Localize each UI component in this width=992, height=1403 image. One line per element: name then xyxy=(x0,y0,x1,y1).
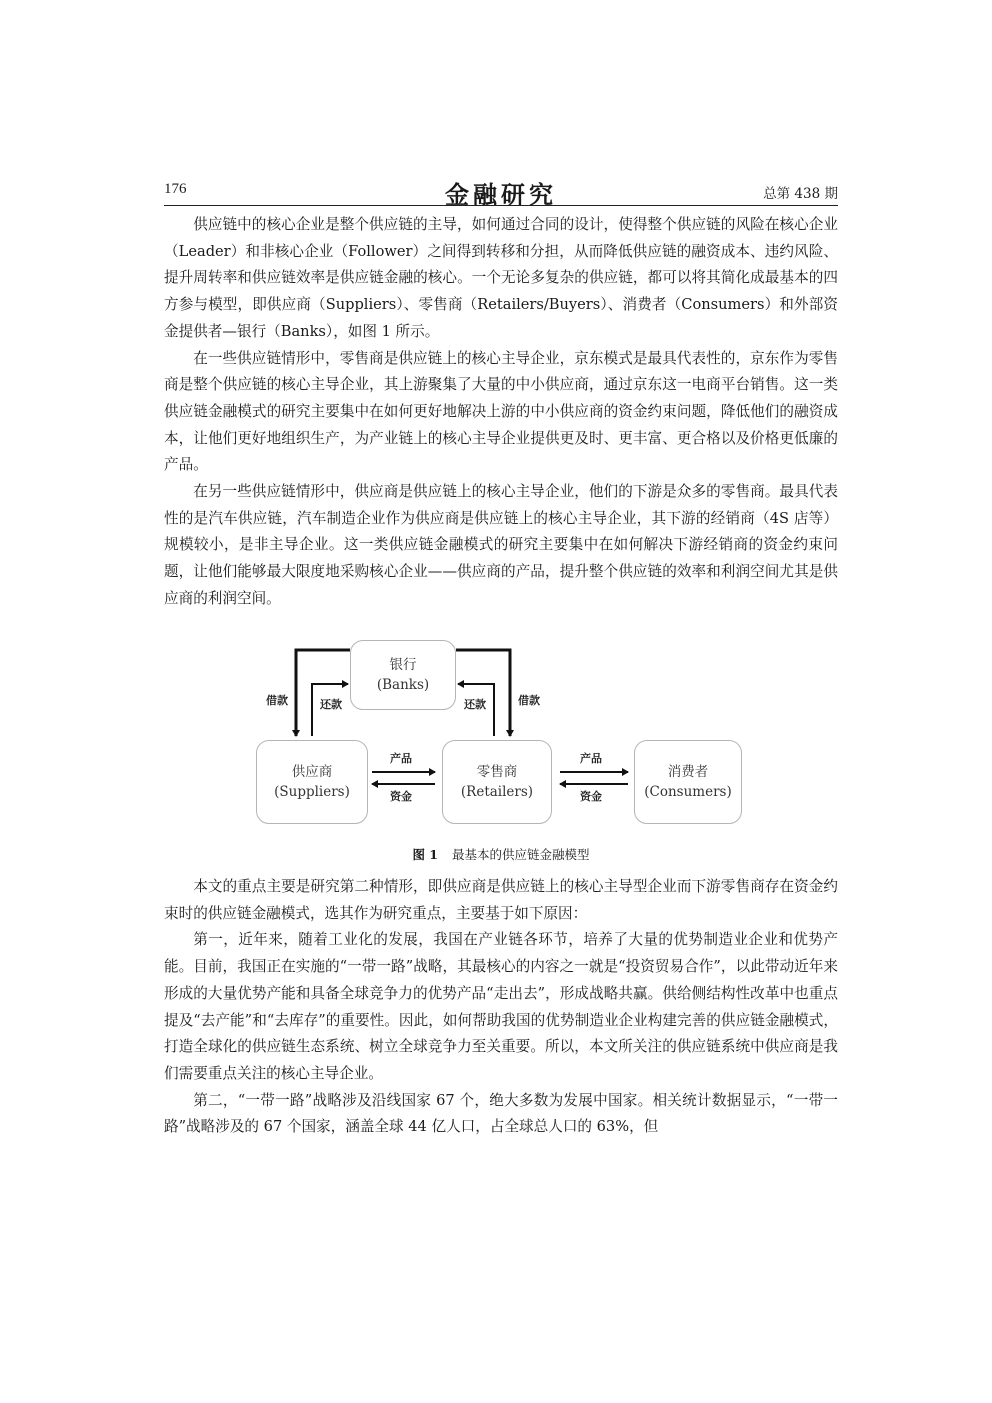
retailers-label-cn: 零售商 xyxy=(476,764,518,780)
consumers-label-cn: 消费者 xyxy=(667,764,709,780)
product-label-right: 产品 xyxy=(580,752,602,765)
loan-arrow-left xyxy=(296,650,350,736)
paragraph: 在一些供应链情形中，零售商是供应链上的核心主导企业，京东模式是最具代表性的，京东作为零售商是整个供应链的核心主导企业，其上游聚集了大量的中小供应商，通过京东这一电商平台销售。这一类供应链金融模式的研究主要集中在如何更好地解决上游的中小供应商的资金约束问题，降低他们的融资成本，让他们更好地组织生产，为产业链上的核心主导企业提供更及时、更丰富、更合格以及价格更低廉的产品。 xyxy=(164,349,838,474)
paragraph: 供应链中的核心企业是整个供应链的主导，如何通过合同的设计，使得整个供应链的风险在核心企业（Leader）和非核心企业（Follower）之间得到转移和分担，从而降低供应链的融资成本、违约风险、提升周转率和供应链效率是供应链金融的核心。一个无论多复杂的供应链，都可以将其简化成最基本的四方参与模型，即供应商（Suppliers）、零售商（Retailers/Buyers）、消费者（Consumers）和外部资金提供者—银行（Banks），如图 1 所示。 xyxy=(164,216,838,340)
body-text-top xyxy=(164,212,838,613)
caption-number: 图 1 xyxy=(412,847,439,862)
paragraph: 在另一些供应链情形中，供应商是供应链上的核心主导企业，他们的下游是众多的零售商。最具代表性的是汽车供应链，汽车制造企业作为供应商是供应链上的核心主导企业，其下游的经销商（4S 店等）规模较小，是非主导企业。这一类供应链金融模式的研究主要集中在如何解决下游经销商的资金约束问题，让他们能够最大限度地采购核心企业——供应商的产品，提升整个供应链的效率和利润空间尤其是供应商的利润空间。 xyxy=(164,483,838,607)
loan-label-right: 借款 xyxy=(518,694,540,707)
banks-label-cn: 银行 xyxy=(389,657,417,673)
consumers-label-en: (Consumers) xyxy=(644,784,732,800)
banks-box xyxy=(350,640,456,710)
issue-number: 总第 438 期 xyxy=(763,186,838,202)
retailers-label-en: (Retailers) xyxy=(460,784,534,800)
page-number: 176 xyxy=(164,181,187,197)
page-header xyxy=(164,175,838,209)
supply-chain-diagram xyxy=(250,636,745,836)
paragraph: 本文的重点主要是研究第二种情形，即供应商是供应链上的核心主导型企业而下游零售商存在资金约束时的供应链金融模式，选其作为研究重点，主要基于如下原因： xyxy=(164,878,838,922)
loan-arrow-right xyxy=(456,650,510,736)
funds-label-right: 资金 xyxy=(580,790,602,803)
header-rule xyxy=(164,205,838,206)
suppliers-label-en: (Suppliers) xyxy=(274,784,350,800)
figure-caption xyxy=(164,845,838,863)
paragraph: 第二，“一带一路”战略涉及沿线国家 67 个，绝大多数为发展中国家。相关统计数据显示，“一带一路”战略涉及的 67 个国家，涵盖全球 44 亿人口，占全球总人口的 63%，但 xyxy=(164,1091,838,1136)
funds-label-left: 资金 xyxy=(390,790,412,803)
retailers-box xyxy=(442,740,552,824)
suppliers-label-cn: 供应商 xyxy=(291,764,333,780)
product-label-left: 产品 xyxy=(390,752,412,765)
paragraph: 第一，近年来，随着工业化的发展，我国在产业链各环节，培养了大量的优势制造业企业和优势产能。目前，我国正在实施的“一带一路”战略，其最核心的内容之一就是“投资贸易合作”，以此带动近年来形成的大量优势产能和具备全球竞争力的优势产品“走出去”，形成战略共赢。供给侧结构性改革中也重点提及“去产能”和“去库存”的重要性。因此，如何帮助我国的优势制造业企业构建完善的供应链金融模式，打造全球化的供应链生态系统、树立全球竞争力至关重要。所以，本文所关注的供应链系统中供应商是我们需要重点关注的核心主导企业。 xyxy=(164,931,838,1082)
repay-label-left: 还款 xyxy=(320,698,342,711)
repay-label-right: 还款 xyxy=(464,698,486,711)
consumers-box xyxy=(634,740,742,824)
body-text-bottom xyxy=(164,874,838,1141)
loan-label-left: 借款 xyxy=(266,694,288,707)
journal-title: 金融研究 xyxy=(445,180,557,209)
banks-label-en: (Banks) xyxy=(376,677,430,693)
suppliers-box xyxy=(256,740,368,824)
caption-text: 最基本的供应链金融模型 xyxy=(452,847,590,862)
